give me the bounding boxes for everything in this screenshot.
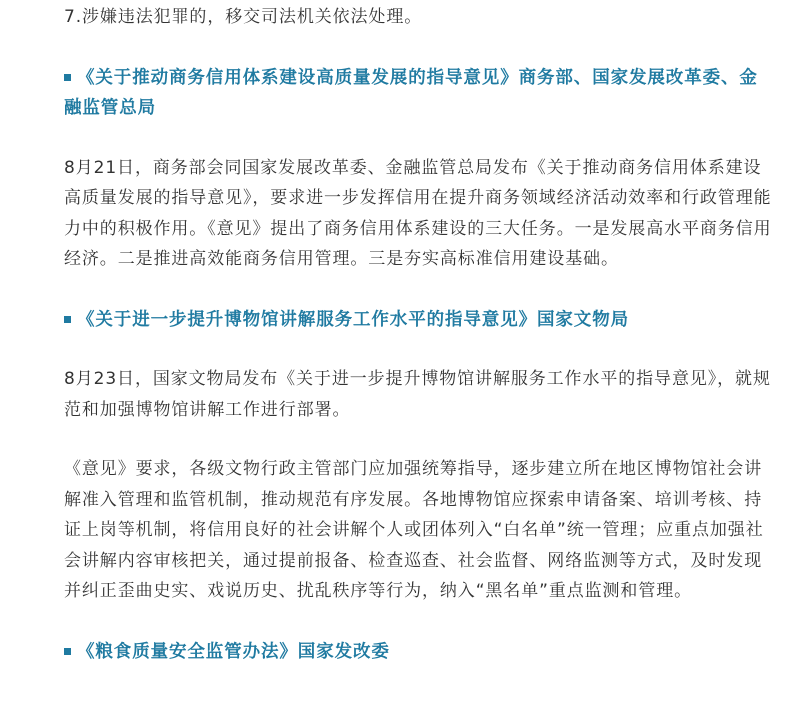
section-heading-text: 《关于推动商务信用体系建设高质量发展的指导意见》商务部、国家发展改革委、金融监管总局 — [64, 67, 758, 118]
square-bullet-icon — [64, 648, 71, 655]
paragraph-commerce-credit: 8月21日，商务部会同国家发展改革委、金融监管总局发布《关于推动商务信用体系建设高质量发展的指导意见》，要求进一步发挥信用在提升商务领域经济活动效率和行政管理能力中的积极作用。《意见》提出了商务信用体系建设的三大任务。一是发展高水平商务信用经济。二是推进高效能商务信用管理。三是夯实高标准信用建设基础。 — [64, 157, 772, 269]
section-heading-commerce-credit — [64, 63, 774, 124]
square-bullet-icon — [64, 316, 71, 323]
square-bullet-icon — [64, 74, 71, 81]
paragraph-museum-announcement: 8月23日，国家文物局发布《关于进一步提升博物馆讲解服务工作水平的指导意见》，就规范和加强博物馆讲解工作进行部署。 — [64, 369, 771, 420]
section-heading-museum-guide — [64, 305, 774, 336]
article-body — [64, 0, 774, 667]
section-heading-grain-quality — [64, 637, 774, 668]
paragraph-museum-requirements: 《意见》要求，各级文物行政主管部门应加强统筹指导，逐步建立所在地区博物馆社会讲解准入管理和监管机制，推动规范有序发展。各地博物馆应探索申请备案、培训考核、持证上岗等机制，将信用良好的社会讲解个人或团体列入“白名单”统一管理；应重点加强社会讲解内容审核把关，通过提前报备、检查巡查、社会监督、网络监测等方式，及时发现并纠正歪曲史实、戏说历史、扰乱秩序等行为，纳入“黑名单”重点监测和管理。 — [64, 459, 764, 601]
section-heading-text: 《粮食质量安全监管办法》国家发改委 — [77, 641, 390, 662]
section-heading-text: 《关于进一步提升博物馆讲解服务工作水平的指导意见》国家文物局 — [77, 309, 629, 330]
paragraph-penalty-item-7: 7.涉嫌违法犯罪的，移交司法机关依法处理。 — [64, 7, 423, 27]
